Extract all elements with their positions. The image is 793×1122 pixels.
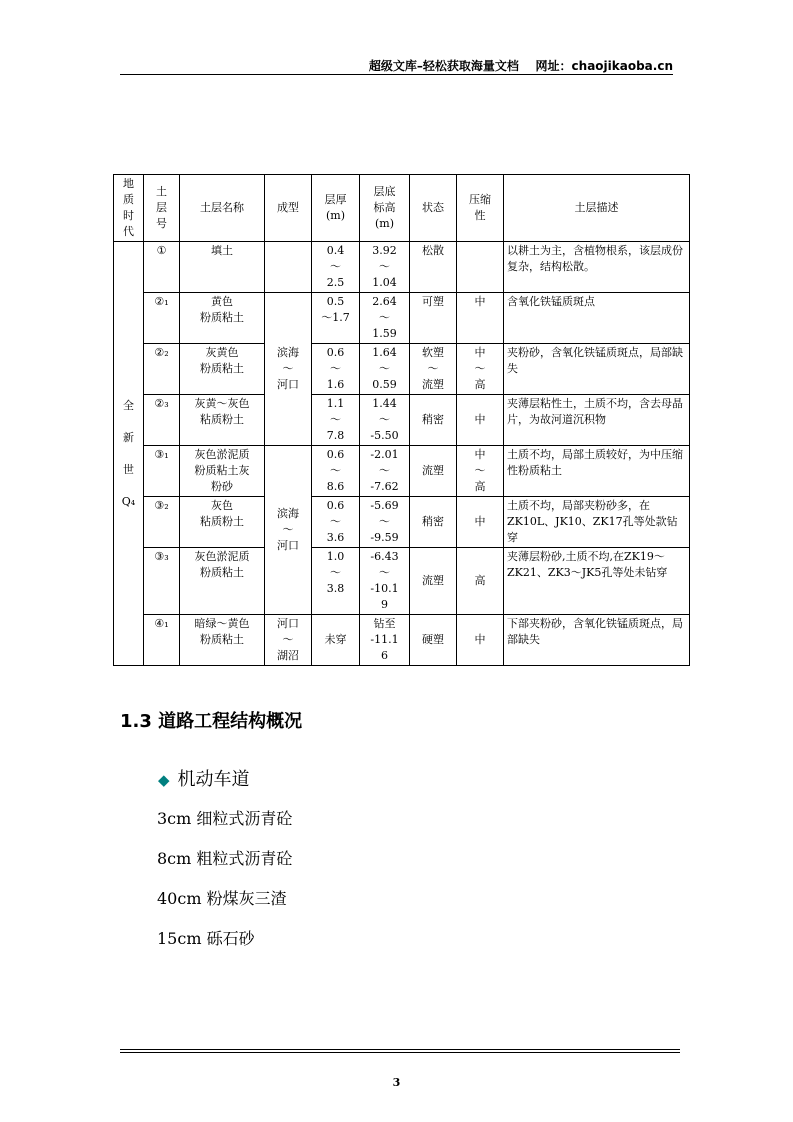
layer-no: ②₁ [144,293,180,344]
thickness: 1.1 ～ 7.8 [312,395,360,446]
footer-rule [120,1049,680,1050]
compressibility: 中 [457,395,504,446]
header-cell: 状态 [410,175,457,242]
state: 松散 [410,242,457,293]
era-cell: 全 新 世 Q₄ [114,242,144,666]
layer-no: ②₂ [144,344,180,395]
page-header: 超级文库–轻松获取海量文档 网址：chaojikaoba.cn [368,59,673,73]
bottom-elevation: -6.43 ～ -10.1 9 [360,548,410,615]
thickness: 0.6 ～ 8.6 [312,446,360,497]
formation: 滨海 ～ 河口 [265,293,312,446]
compressibility [457,242,504,293]
bottom-elevation: -2.01 ～ -7.62 [360,446,410,497]
section-heading: 1.3 道路工程结构概况 [120,711,303,732]
layer-name: 暗绿～黄色 粉质粘土 [180,615,265,666]
header-cell: 层厚 (m) [312,175,360,242]
description: 土质不均，局部夹粉砂多，在ZK10L、JK10、ZK17孔等处款钻穿 [504,497,690,548]
layer-name: 黄色 粉质粘土 [180,293,265,344]
bullet-item [158,765,250,791]
compressibility: 中 [457,497,504,548]
compressibility: 高 [457,548,504,615]
formation: 河口 ～ 湖沼 [265,615,312,666]
state: 硬塑 [410,615,457,666]
page-number: 3 [392,1076,401,1089]
header-cell: 成型 [265,175,312,242]
thickness: 0.4 ～ 2.5 [312,242,360,293]
layer-name: 灰黄～灰色 粘质粉土 [180,395,265,446]
table-row [114,242,690,293]
footer-rule [120,1052,680,1053]
layer-no: ③₂ [144,497,180,548]
compressibility: 中 [457,293,504,344]
diamond-bullet-icon: ◆ [158,771,170,789]
header-cell: 土层名称 [180,175,265,242]
layer-no: ②₃ [144,395,180,446]
table-row [114,395,690,446]
description: 夹粉砂，含氧化铁锰质斑点，局部缺失 [504,344,690,395]
table-row [114,293,690,344]
bottom-elevation: 1.44 ～ -5.50 [360,395,410,446]
thickness: 0.6 ～ 3.6 [312,497,360,548]
bullet-label: 机动车道 [177,769,250,790]
description: 夹薄层粘性土，土质不均，含去母晶片，为故河道沉积物 [504,395,690,446]
compressibility: 中 [457,615,504,666]
table-row [114,344,690,395]
thickness: 未穿 [312,615,360,666]
bottom-elevation: -5.69 ～ -9.59 [360,497,410,548]
formation [265,242,312,293]
table-row [114,446,690,497]
state: 流塑 [410,446,457,497]
pavement-layer: 15cm 砾石砂 [157,929,255,948]
header-cell: 层底 标高 (m) [360,175,410,242]
compressibility: 中 ～ 高 [457,344,504,395]
layer-no: ③₁ [144,446,180,497]
table-header-row [114,175,690,242]
pavement-layer: 3cm 细粒式沥青砼 [157,809,293,828]
header-cell: 土层描述 [504,175,690,242]
layer-name: 填土 [180,242,265,293]
layer-name: 灰黄色 粉质粘土 [180,344,265,395]
bottom-elevation: 3.92 ～ 1.04 [360,242,410,293]
description: 以耕土为主，含植物根系，该层成份复杂，结构松散。 [504,242,690,293]
header-rule [120,74,673,75]
state: 软塑 ～ 流塑 [410,344,457,395]
table-row [114,548,690,615]
table-row [114,615,690,666]
compressibility: 中 ～ 高 [457,446,504,497]
layer-no: ① [144,242,180,293]
description: 含氧化铁锰质斑点 [504,293,690,344]
soil-layer-table [113,174,690,666]
pavement-layer: 8cm 粗粒式沥青砼 [157,849,293,868]
layer-name: 灰色淤泥质 粉质粘土灰 粉砂 [180,446,265,497]
thickness: 0.6 ～ 1.6 [312,344,360,395]
bottom-elevation: 1.64 ～ 0.59 [360,344,410,395]
layer-no: ③₃ [144,548,180,615]
thickness: 1.0 ～ 3.8 [312,548,360,615]
state: 流塑 [410,548,457,615]
state: 稍密 [410,395,457,446]
state: 稍密 [410,497,457,548]
description: 下部夹粉砂，含氧化铁锰质斑点，局部缺失 [504,615,690,666]
header-cell: 土 层 号 [144,175,180,242]
header-cell: 地 质 时 代 [114,175,144,242]
table-row [114,497,690,548]
bottom-elevation: 钻至 -11.1 6 [360,615,410,666]
header-cell: 压缩 性 [457,175,504,242]
description: 土质不均，局部土质较好，为中压缩性粉质粘土 [504,446,690,497]
formation: 滨海 ～ 河口 [265,446,312,615]
layer-name: 灰色淤泥质 粉质粘土 [180,548,265,615]
bottom-elevation: 2.64 ～ 1.59 [360,293,410,344]
state: 可塑 [410,293,457,344]
pavement-layer: 40cm 粉煤灰三渣 [157,889,287,908]
thickness: 0.5 ～1.7 [312,293,360,344]
description: 夹薄层粉砂,土质不均,在ZK19～ZK21、ZK3～JK5孔等处未钻穿 [504,548,690,615]
layer-no: ④₁ [144,615,180,666]
layer-name: 灰色 粘质粉土 [180,497,265,548]
